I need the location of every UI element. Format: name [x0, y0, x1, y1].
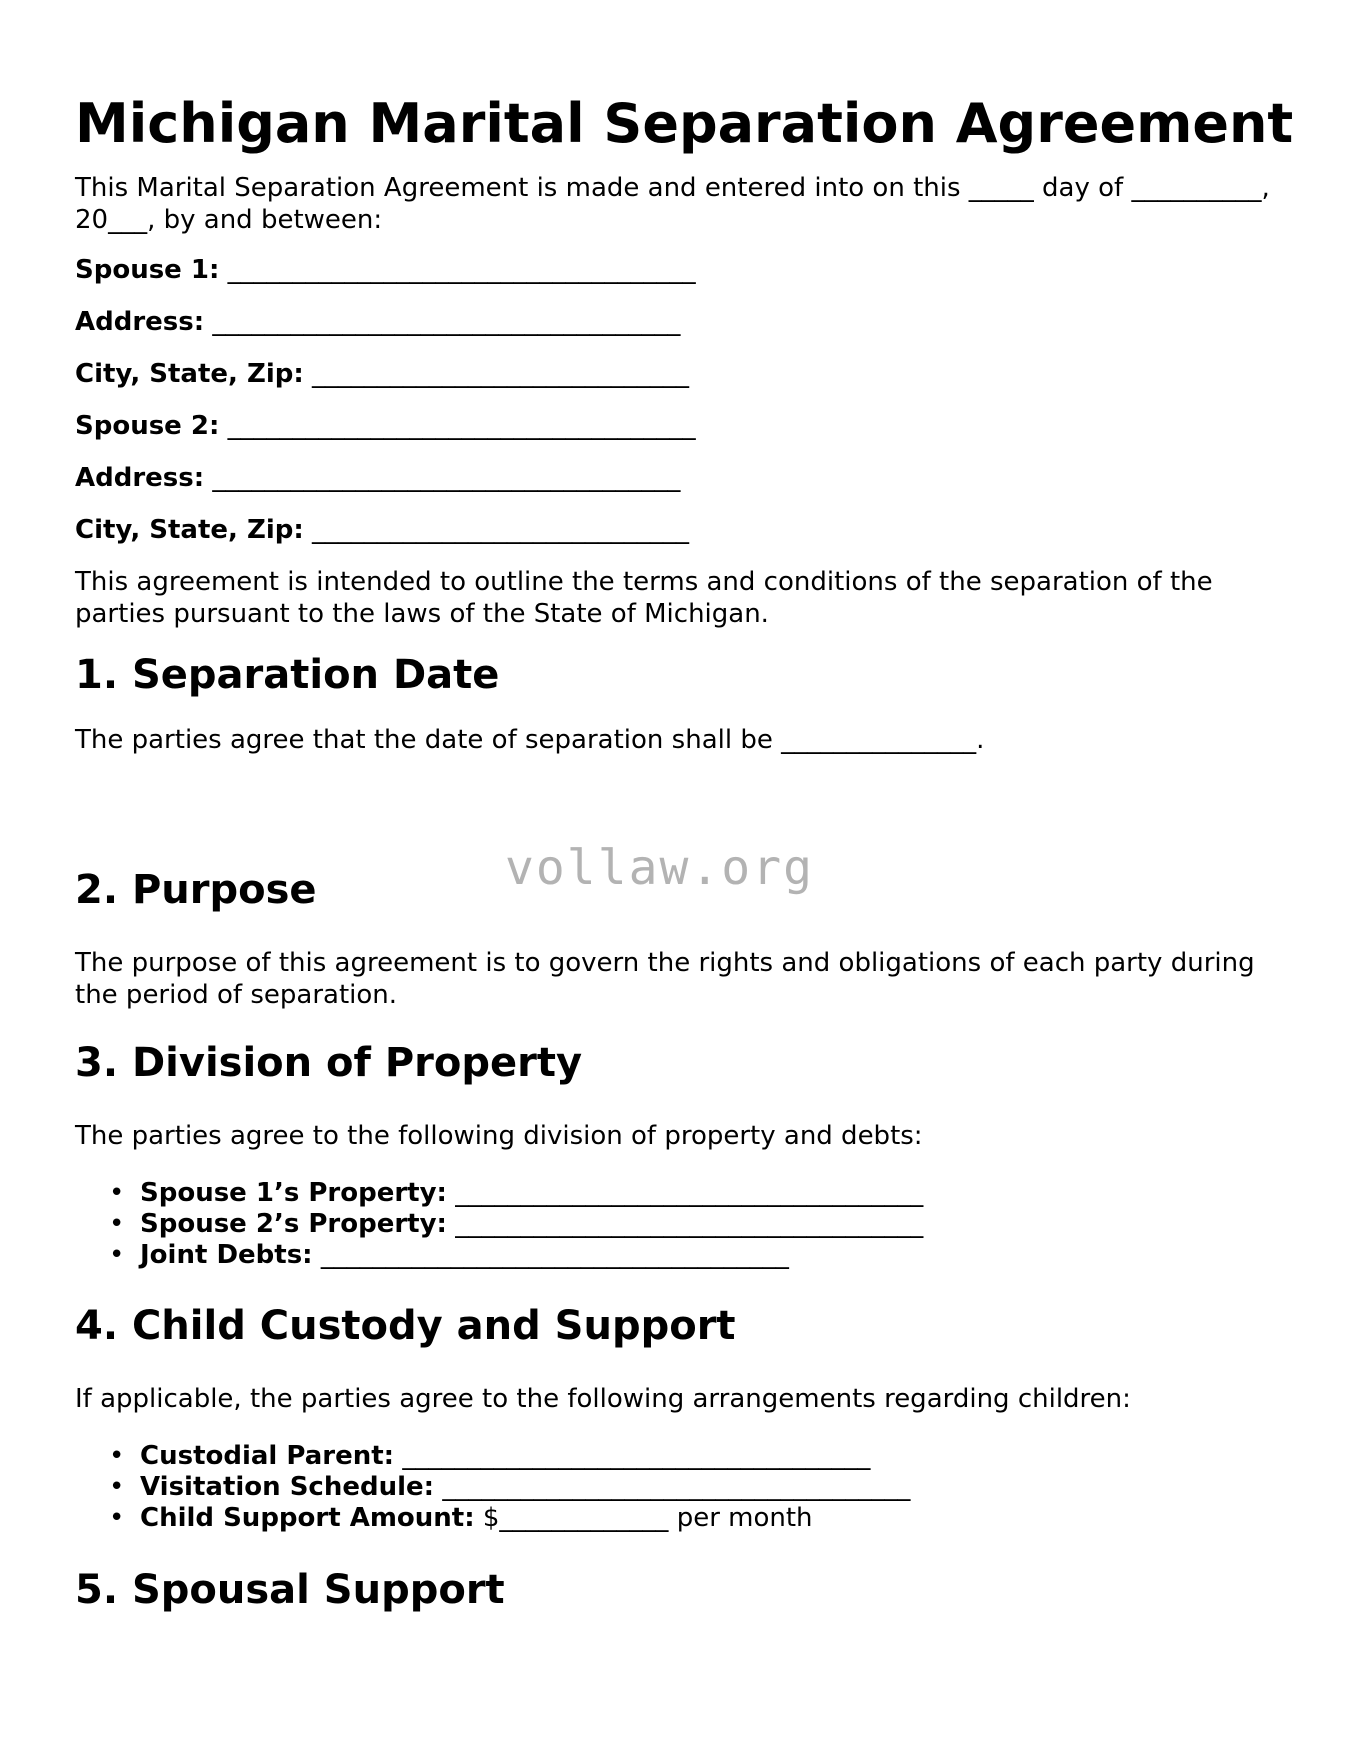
- item-label: Child Support Amount:: [140, 1503, 475, 1533]
- section-heading-child-custody: 4. Child Custody and Support: [75, 1303, 736, 1349]
- spouse-2-field: [75, 410, 696, 442]
- field-label: Address:: [75, 463, 205, 493]
- section-text-purpose: The purpose of this agreement is to govern the rights and obligations of each party during the period of separation.: [75, 948, 1255, 1010]
- item-label: Spouse 2’s Property:: [140, 1209, 447, 1239]
- item-label: Custodial Parent:: [140, 1441, 395, 1471]
- section-heading-purpose: 2. Purpose: [75, 867, 317, 913]
- fill-blank: ____________________________________: [402, 1441, 871, 1471]
- fill-blank: ____________________________________: [227, 255, 696, 285]
- section-text-separation-date: The parties agree that the date of separation shall be _______________.: [75, 725, 985, 755]
- property-list: [75, 1178, 923, 1271]
- watermark-text: vollaw.org: [505, 840, 814, 896]
- fill-blank: ____________________________________: [442, 1472, 911, 1502]
- fill-blank: ____________________________________: [227, 411, 696, 441]
- fill-blank: ____________________________________: [455, 1178, 924, 1208]
- list-item: [75, 1441, 910, 1472]
- fill-blank: ____________________________________: [212, 307, 681, 337]
- field-label: City, State, Zip:: [75, 515, 304, 545]
- purpose-statement: This agreement is intended to outline the terms and conditions of the separation of the parties pursuant to the laws of the State of Michigan.: [75, 567, 1213, 629]
- list-item: [75, 1472, 910, 1503]
- list-item: [75, 1503, 910, 1534]
- item-label: Spouse 1’s Property:: [140, 1178, 447, 1208]
- field-label: Spouse 2:: [75, 411, 220, 441]
- fill-blank: ____________________________________: [455, 1209, 924, 1239]
- document-title: Michigan Marital Separation Agreement: [75, 92, 1294, 155]
- section-text-child-custody: If applicable, the parties agree to the following arrangements regarding children:: [75, 1384, 1131, 1414]
- spouse-2-city-state-zip-field: [75, 514, 689, 546]
- spouse-1-field: [75, 254, 696, 286]
- fill-blank: _____________________________: [312, 359, 690, 389]
- list-item: [75, 1209, 923, 1240]
- field-label: City, State, Zip:: [75, 359, 304, 389]
- intro-paragraph: This Marital Separation Agreement is made and entered into on this _____ day of __________, 20___, by and between:: [75, 173, 1270, 235]
- field-label: Address:: [75, 307, 205, 337]
- list-item: [75, 1178, 923, 1209]
- section-text-division-of-property: The parties agree to the following division of property and debts:: [75, 1121, 923, 1151]
- fill-blank: $_____________ per month: [482, 1503, 813, 1533]
- item-label: Visitation Schedule:: [140, 1472, 435, 1502]
- section-heading-spousal-support: 5. Spousal Support: [75, 1567, 505, 1613]
- spouse-1-city-state-zip-field: [75, 358, 689, 390]
- spouse-2-address-field: [75, 462, 680, 494]
- section-heading-division-of-property: 3. Division of Property: [75, 1040, 583, 1086]
- fill-blank: ____________________________________: [212, 463, 681, 493]
- field-label: Spouse 1:: [75, 255, 220, 285]
- child-arrangements-list: [75, 1441, 910, 1534]
- fill-blank: _____________________________: [312, 515, 690, 545]
- fill-blank: ____________________________________: [320, 1240, 789, 1270]
- spouse-1-address-field: [75, 306, 680, 338]
- item-label: Joint Debts:: [140, 1240, 313, 1270]
- section-heading-separation-date: 1. Separation Date: [75, 652, 500, 698]
- list-item: [75, 1240, 923, 1271]
